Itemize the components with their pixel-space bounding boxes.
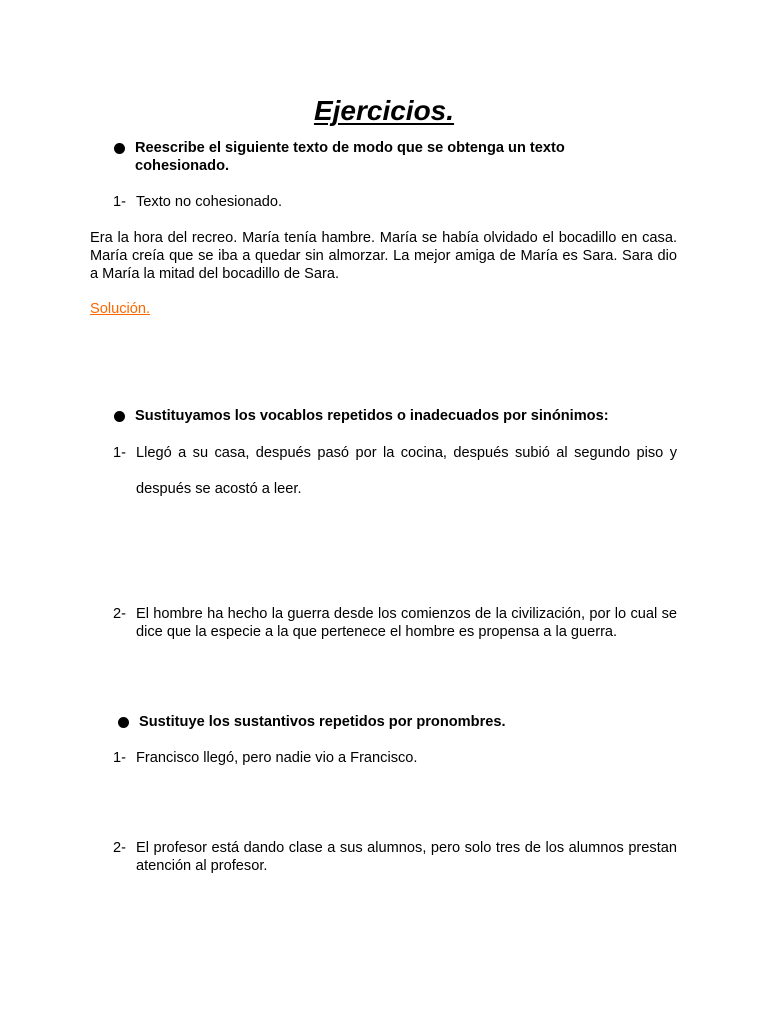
bullet-icon (118, 717, 129, 728)
non-cohesive-paragraph: Era la hora del recreo. María tenía hambre. María se había olvidado el bocadillo en casa. María creía que se iba a quedar sin almorzar. La mejor amiga de María es Sara. Sara dio a María la mitad del bocadillo de Sara. (90, 230, 677, 282)
item-text: Francisco llegó, pero nadie vio a Francisco. (136, 750, 418, 766)
exercise-3-item-1 (113, 749, 677, 767)
item-number: 1- (113, 194, 126, 210)
item-number: 2- (113, 840, 126, 856)
bullet-icon (114, 411, 125, 422)
item-text: Llegó a su casa, después pasó por la cocina, después subió al segundo piso y después se acostó a leer. (136, 445, 677, 497)
item-text: El hombre ha hecho la guerra desde los comienzos de la civilización, por lo cual se dice que la especie a la que pertenece el hombre es propensa a la guerra. (136, 606, 677, 640)
solution-link[interactable]: Solución. (90, 301, 151, 317)
instruction-1-text: Reescribe el siguiente texto de modo que se obtenga un texto cohesionado. (135, 140, 565, 174)
item-number: 1- (113, 750, 126, 766)
exercise-3-item-2 (113, 839, 677, 875)
instruction-3 (118, 713, 678, 731)
instruction-3-text: Sustituye los sustantivos repetidos por pronombres. (139, 714, 506, 730)
instruction-2-text: Sustituyamos los vocablos repetidos o inadecuados por sinónimos: (135, 408, 609, 424)
exercise-2-item-1 (113, 435, 677, 507)
bullet-icon (114, 143, 125, 154)
instruction-2 (114, 407, 674, 425)
page-title: Ejercicios. (313, 95, 455, 126)
item-text: Texto no cohesionado. (136, 194, 283, 210)
item-text: El profesor está dando clase a sus alumnos, pero solo tres de los alumnos prestan atención al profesor. (136, 840, 677, 874)
item-number: 2- (113, 606, 126, 622)
item-number: 1- (113, 445, 126, 461)
exercise-1-item-1 (113, 193, 677, 211)
instruction-1 (114, 139, 594, 175)
exercise-2-item-2 (113, 605, 677, 641)
